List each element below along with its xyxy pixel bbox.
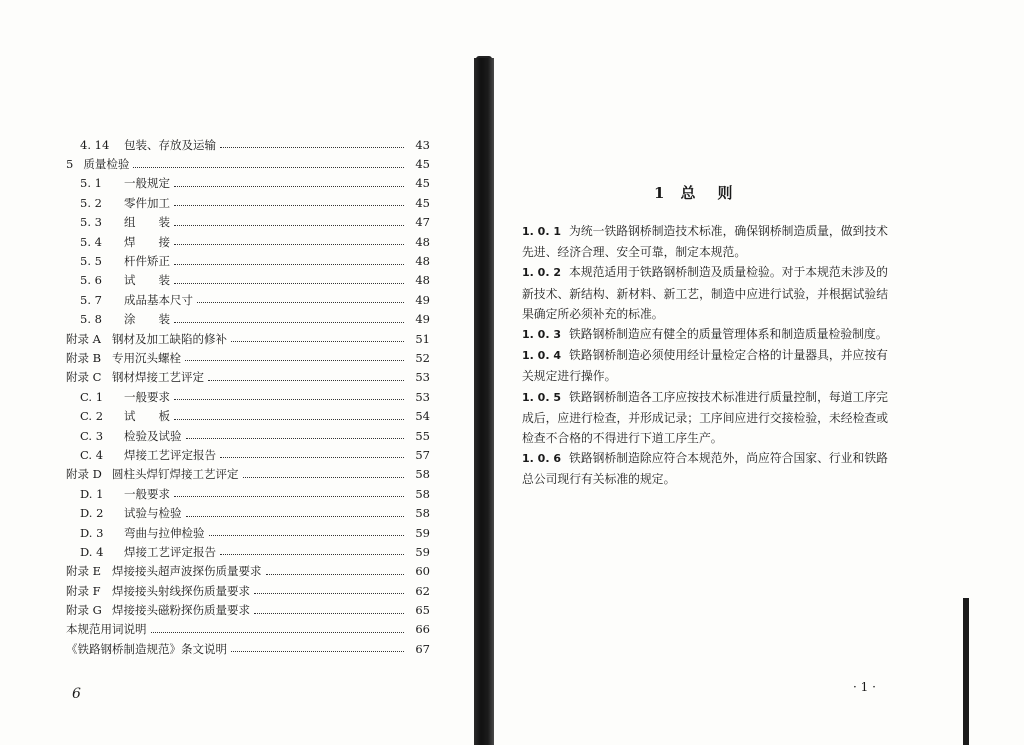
toc-entry [66,562,430,581]
toc-entry-page: 67 [415,641,430,656]
toc-entry-title: 质量检验 [83,157,130,172]
toc-entry [66,290,430,309]
toc-entry-page: 48 [415,273,430,288]
toc-entry-title: 检验及试验 [124,428,182,443]
toc-entry-page: 57 [415,447,430,462]
clause-number: 1. 0. 4 [522,349,562,363]
toc-leader-dots [174,322,404,323]
toc-entry-title: 试验与检验 [124,506,182,521]
toc-entry-number: 5. 8 [80,312,102,327]
toc-entry-page: 58 [415,506,430,521]
toc-entry-number: 4. 14 [80,137,110,152]
toc-entry-page: 49 [415,312,430,327]
toc-entry-page: 45 [415,176,430,191]
chapter-body [522,221,888,490]
toc-entry [66,484,430,503]
toc-leader-dots [185,360,404,361]
book-binding-gutter [474,58,494,745]
toc-entry [66,193,430,212]
toc-entry-number: D. 1 [80,486,104,501]
toc-leader-dots [220,147,404,148]
toc-leader-dots [266,574,405,575]
toc-leader-dots [174,264,404,265]
toc-entry-page: 53 [415,370,430,385]
toc-entry-page: 47 [415,215,430,230]
toc-leader-dots [254,593,404,594]
page-edge-shadow [963,598,969,745]
table-of-contents [66,135,430,659]
toc-entry-title: 钢材及加工缺陷的修补 [112,331,227,346]
toc-entry-number: 附录 A [66,331,101,346]
toc-entry-page: 48 [415,254,430,269]
toc-entry-title: 焊接工艺评定报告 [124,544,216,559]
toc-entry [66,542,430,561]
toc-entry [66,135,430,154]
toc-entry [66,329,430,348]
toc-entry-number: 5. 5 [80,254,102,269]
toc-entry-page: 51 [415,331,430,346]
toc-entry [66,639,430,658]
toc-leader-dots [151,632,405,633]
toc-leader-dots [220,457,404,458]
chapter-title [654,182,754,203]
toc-entry [66,465,430,484]
toc-entry [66,406,430,425]
toc-leader-dots [133,167,404,168]
toc-entry-title: 一般规定 [124,176,170,191]
clause-text: 本规范适用于铁路钢桥制造及质量检验。对于本规范未涉及的新技术、新结构、新材料、新工艺，制造中应进行试验，并根据试验结果确定所必须补充的标准。 [522,265,888,321]
toc-entry-title: 成品基本尺寸 [124,292,193,307]
toc-entry-number: 5. 1 [80,176,102,191]
clause-paragraph [522,324,888,345]
toc-entry-number: C. 2 [80,409,104,424]
toc-leader-dots [174,205,404,206]
right-page-number: · 1 · [853,680,876,694]
left-page-number: 6 [72,686,81,702]
toc-entry-number: 5. 6 [80,273,102,288]
toc-entry [66,251,430,270]
toc-leader-dots [208,380,404,381]
toc-entry-number: D. 3 [80,525,104,540]
toc-entry-page: 53 [415,389,430,404]
toc-entry-number: D. 2 [80,506,104,521]
toc-entry [66,213,430,232]
toc-leader-dots [209,535,405,536]
toc-entry-title: 焊接接头磁粉探伤质量要求 [112,603,250,618]
toc-entry-number: D. 4 [80,544,104,559]
toc-entry-title: 圆柱头焊钉焊接工艺评定 [112,467,239,482]
toc-entry-title: 一般要求 [124,389,170,404]
toc-entry-title: 组 装 [124,215,170,230]
toc-entry-number: C. 1 [80,389,104,404]
toc-entry-number: 5. 4 [80,234,102,249]
clause-number: 1. 0. 6 [522,452,562,466]
toc-entry-page: 59 [415,525,430,540]
toc-leader-dots [174,419,404,420]
toc-leader-dots [197,302,404,303]
toc-entry-title: 《铁路钢桥制造规范》条文说明 [66,641,227,656]
toc-entry-number: 5. 3 [80,215,102,230]
toc-leader-dots [174,244,404,245]
clause-text: 铁路钢桥制造除应符合本规范外，尚应符合国家、行业和铁路总公司现行有关标准的规定。 [522,451,888,487]
clause-text: 铁路钢桥制造必须使用经计量检定合格的计量器具，并应按有关规定进行操作。 [522,348,888,384]
toc-leader-dots [231,651,404,652]
toc-leader-dots [220,554,404,555]
toc-entry-page: 66 [415,622,430,637]
toc-entry-page: 43 [415,137,430,152]
toc-entry-number: 5. 7 [80,292,102,307]
toc-entry [66,368,430,387]
toc-entry [66,426,430,445]
toc-entry-number: 附录 C [66,370,102,385]
toc-entry-page: 52 [415,350,430,365]
toc-entry [66,310,430,329]
clause-paragraph [522,345,888,386]
toc-entry-page: 49 [415,292,430,307]
toc-entry-title: 钢材焊接工艺评定 [112,370,204,385]
toc-entry-page: 45 [415,195,430,210]
toc-entry-page: 54 [415,409,430,424]
toc-leader-dots [186,438,405,439]
toc-entry [66,581,430,600]
toc-leader-dots [243,477,405,478]
toc-entry-title: 焊接工艺评定报告 [124,447,216,462]
toc-entry-number: 5 [66,157,74,172]
clause-text: 为统一铁路钢桥制造技术标准，确保钢桥制造质量，做到技术先进、经济合理、安全可靠，制定本规范。 [522,224,888,260]
toc-entry-number: C. 4 [80,447,104,462]
toc-entry-title: 专用沉头螺栓 [112,350,181,365]
toc-entry-page: 60 [415,564,430,579]
clause-number: 1. 0. 5 [522,390,562,404]
toc-entry [66,174,430,193]
clause-paragraph [522,262,888,324]
toc-entry-title: 弯曲与拉伸检验 [124,525,205,540]
clause-number: 1. 0. 3 [522,328,561,342]
toc-entry-number: 附录 E [66,564,102,579]
toc-entry [66,271,430,290]
toc-entry-number: 附录 F [66,583,101,598]
clause-number: 1. 0. 2 [522,266,562,280]
chapter-name: 总则 [680,184,755,202]
clause-paragraph [522,387,888,449]
toc-entry [66,445,430,464]
toc-entry-page: 59 [415,544,430,559]
chapter-number: 1 [654,184,667,202]
toc-entry-number: 5. 2 [80,195,102,210]
toc-entry [66,348,430,367]
toc-leader-dots [174,496,404,497]
clause-number: 1. 0. 1 [522,225,562,238]
toc-entry-page: 45 [415,157,430,172]
toc-entry-title: 焊 接 [124,234,170,249]
clause-text: 铁路钢桥制造应有健全的质量管理体系和制造质量检验制度。 [568,327,888,342]
toc-entry [66,620,430,639]
toc-leader-dots [174,225,404,226]
toc-entry-title: 焊接接头超声波探伤质量要求 [112,564,262,579]
toc-entry [66,600,430,619]
toc-entry [66,232,430,251]
toc-entry [66,387,430,406]
toc-entry-title: 试 板 [124,409,170,424]
toc-entry-number: 附录 G [66,603,102,618]
toc-leader-dots [231,341,404,342]
toc-entry-title: 涂 装 [124,312,170,327]
toc-leader-dots [186,516,405,517]
clause-paragraph [522,448,888,489]
toc-entry-title: 本规范用词说明 [66,622,147,637]
toc-entry-title: 包装、存放及运输 [124,137,216,152]
toc-entry-title: 杆件矫正 [124,254,170,269]
toc-entry-title: 零件加工 [124,195,170,210]
toc-entry-number: C. 3 [80,428,104,443]
clause-paragraph [522,221,888,262]
toc-entry-title: 一般要求 [124,486,170,501]
toc-entry-page: 55 [415,428,430,443]
toc-entry [66,154,430,173]
toc-entry-page: 58 [415,467,430,482]
toc-entry [66,503,430,522]
toc-leader-dots [174,186,404,187]
clause-text: 铁路钢桥制造各工序应按技术标准进行质量控制，每道工序完成后，应进行检查，并形成记录；工序间应进行交接检验，未经检查或检查不合格的不得进行下道工序生产。 [522,389,888,446]
toc-leader-dots [254,613,404,614]
toc-entry-number: 附录 B [66,350,102,365]
toc-entry-title: 焊接接头射线探伤质量要求 [112,583,250,598]
toc-entry-title: 试 装 [124,273,170,288]
toc-entry-number: 附录 D [66,467,102,482]
toc-leader-dots [174,399,404,400]
toc-entry-page: 58 [415,486,430,501]
toc-entry-page: 62 [415,583,430,598]
toc-entry-page: 65 [415,603,430,618]
toc-entry-page: 48 [415,234,430,249]
toc-entry [66,523,430,542]
toc-leader-dots [174,283,404,284]
